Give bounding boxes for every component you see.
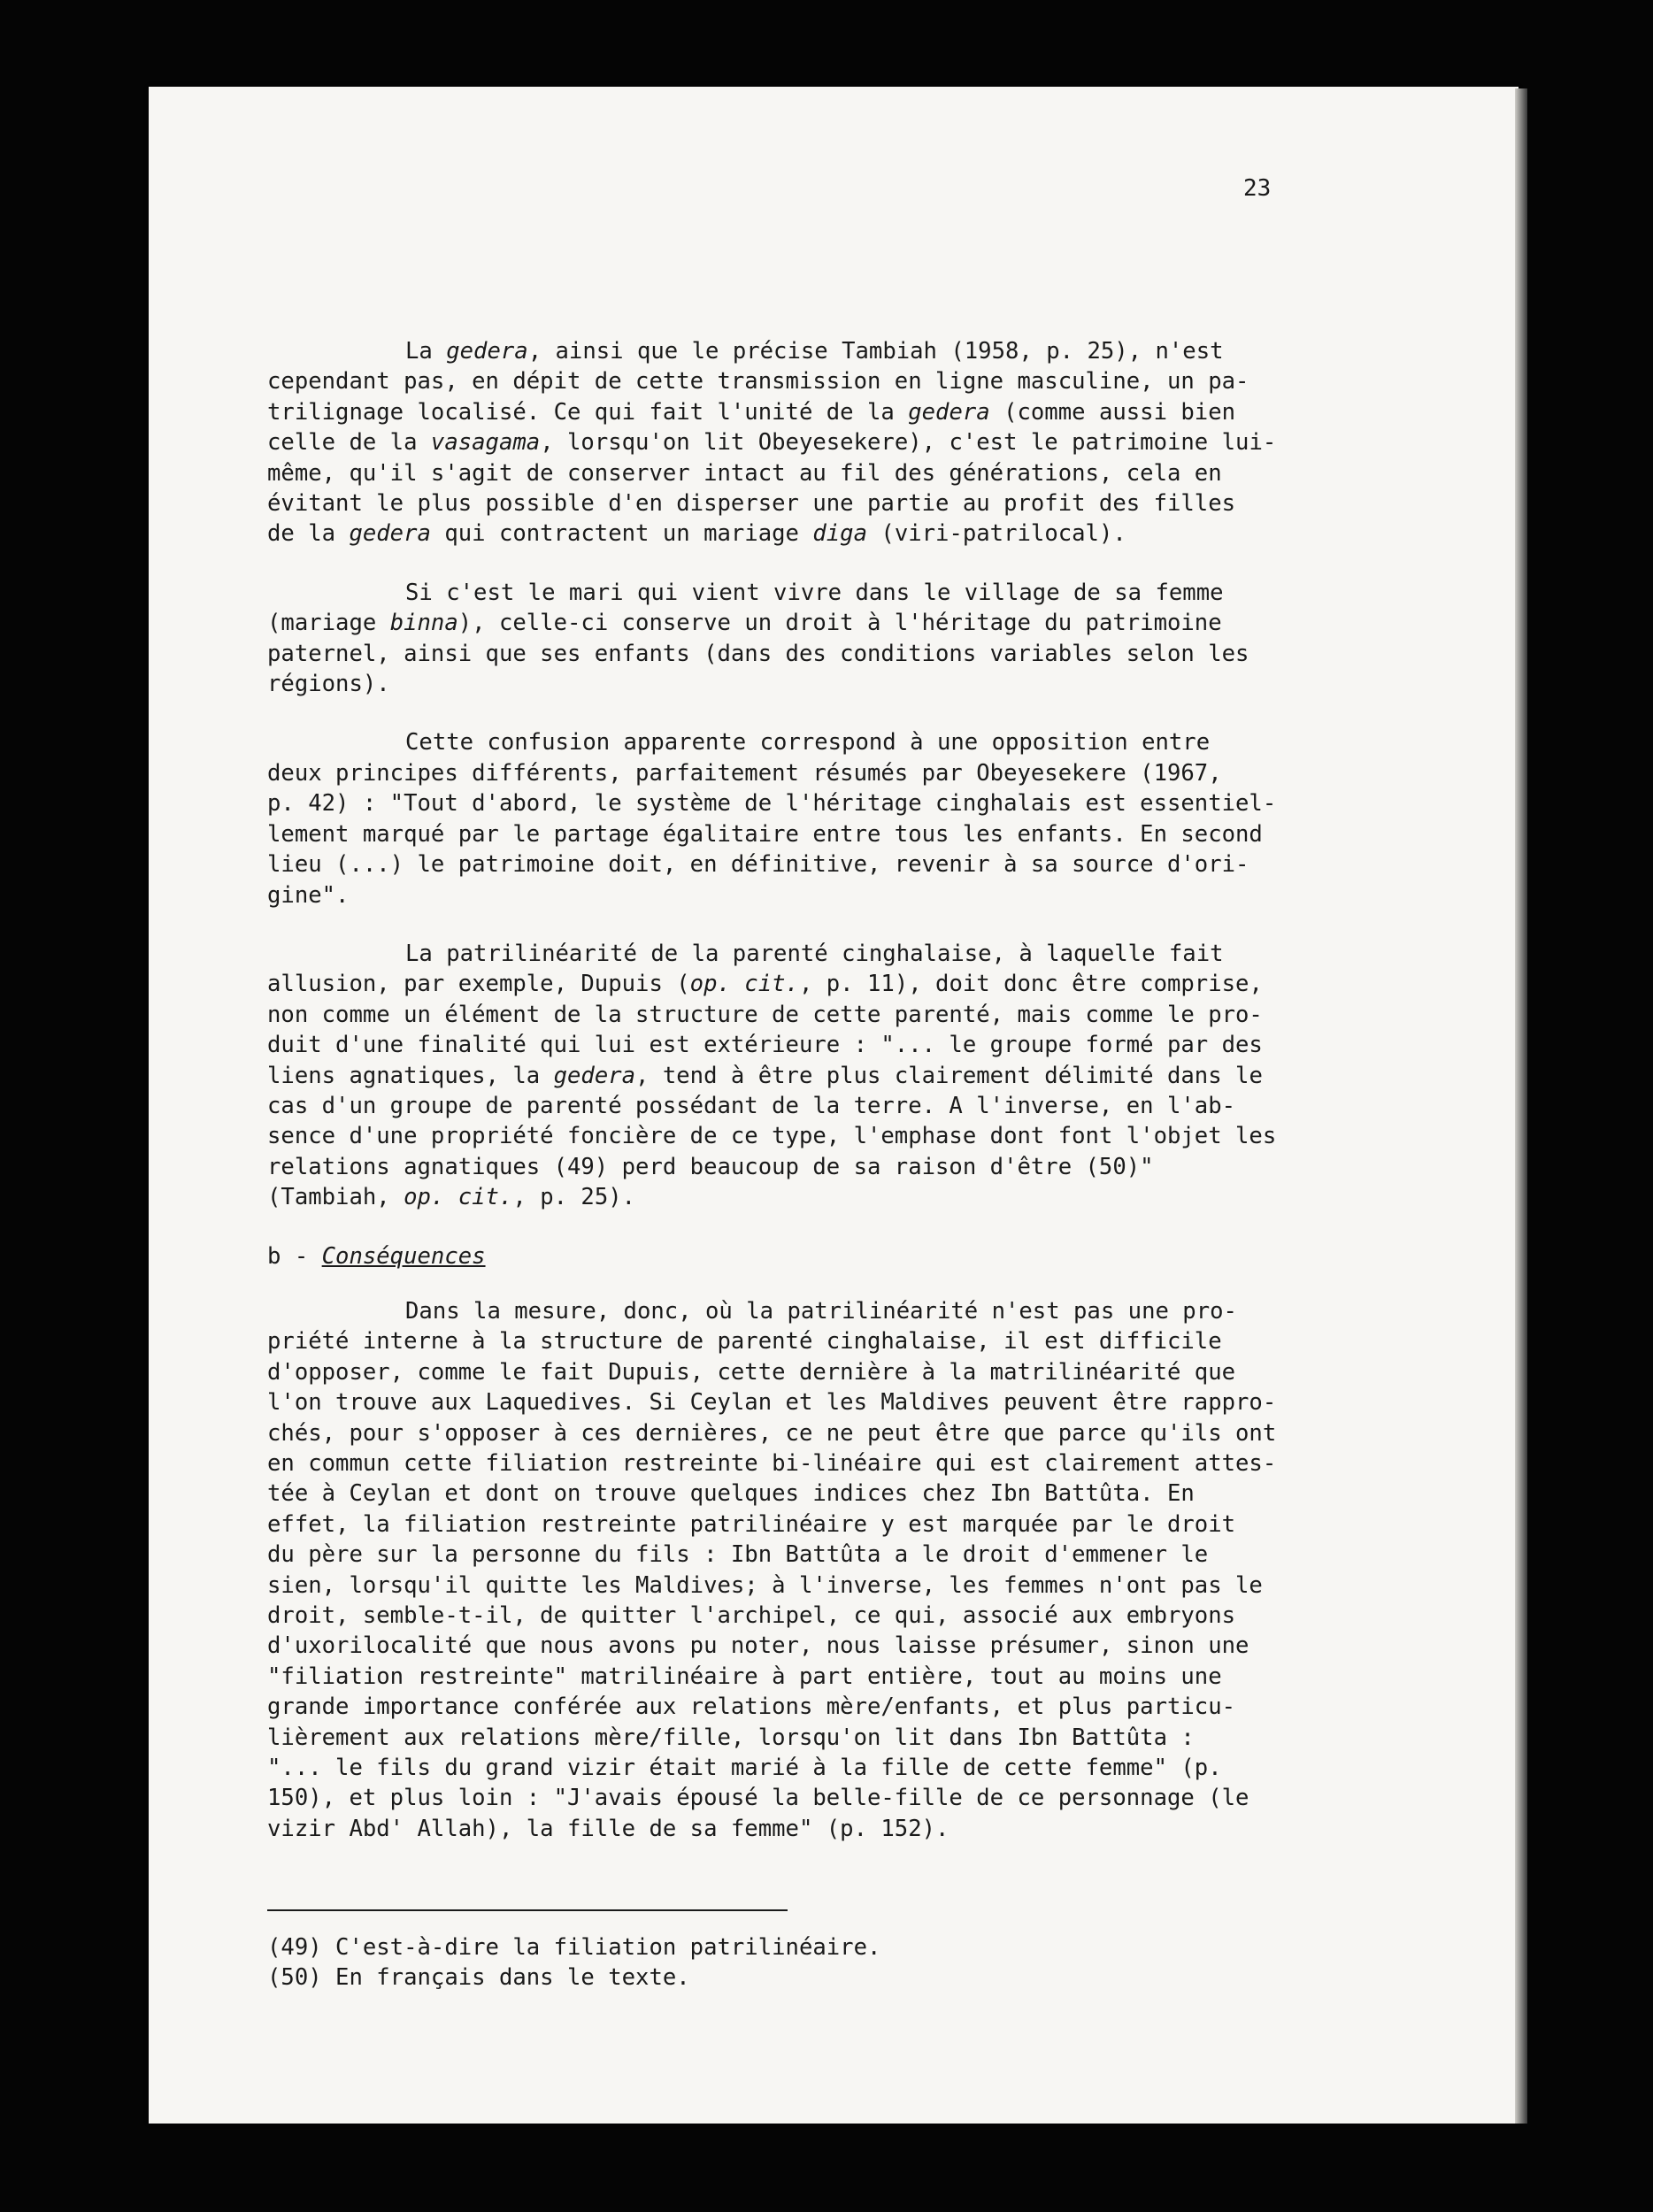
- italic-term: diga: [812, 520, 867, 548]
- paragraph-1: [267, 336, 1311, 549]
- text-line: sence d'une propriété foncière de ce type, l'emphase dont font l'objet les: [267, 1123, 1277, 1150]
- text-line: d'opposer, comme le fait Dupuis, cette dernière à la matrilinéarité que: [267, 1358, 1236, 1386]
- italic-term: gedera: [908, 398, 990, 426]
- text-line: Dans la mesure, donc, où la patrilinéarité n'est pas une pro-: [405, 1297, 1237, 1325]
- text-line: grande importance conférée aux relations mère/enfants, et plus particu-: [267, 1694, 1236, 1721]
- text-line: vizir Abd' Allah), la fille de sa femme" (p. 152).: [267, 1815, 950, 1842]
- page-number: 23: [1243, 175, 1272, 202]
- text-line: en commun cette filiation restreinte bi-linéaire qui est clairement attes-: [267, 1450, 1277, 1477]
- text-line: effet, la filiation restreinte patrilinéaire y est marquée par le droit: [267, 1510, 1236, 1538]
- text-line: deux principes différents, parfaitement résumés par Obeyesekere (1967,: [267, 759, 1222, 787]
- italic-term: vasagama: [430, 429, 541, 457]
- text-line: l'on trouve aux Laquedives. Si Ceylan et les Maldives peuvent être rappro-: [267, 1389, 1277, 1417]
- text-line: tée à Ceylan et dont on trouve quelques indices chez Ibn Battûta. En: [267, 1480, 1195, 1508]
- text-line: p. 42) : "Tout d'abord, le système de l'héritage cinghalais est essentiel-: [267, 790, 1277, 818]
- text-line: Si c'est le mari qui vient vivre dans le village de sa femme: [405, 579, 1224, 606]
- text-line: (Tambiah, op. cit., p. 25).: [267, 1184, 636, 1211]
- text-line: allusion, par exemple, Dupuis (op. cit., p. 11), doit donc être comprise,: [267, 971, 1263, 998]
- text-line: cas d'un groupe de parenté possédant de la terre. A l'inverse, en l'ab-: [267, 1092, 1236, 1119]
- italic-term: op. cit.: [689, 971, 799, 998]
- text-line: celle de la vasagama, lorsqu'on lit Obeyesekere), c'est le patrimoine lui-: [267, 429, 1277, 457]
- text-line: sien, lorsqu'il quitte les Maldives; à l'inverse, les femmes n'ont pas le: [267, 1571, 1263, 1599]
- text-line: cependant pas, en dépit de cette transmission en ligne masculine, un pa-: [267, 368, 1249, 396]
- text-line: non comme un élément de la structure de cette parenté, mais comme le pro-: [267, 1001, 1263, 1028]
- text-line: 150), et plus loin : "J'avais épousé la belle-fille de ce personnage (le: [267, 1785, 1249, 1812]
- footnote-separator: [267, 1909, 788, 1911]
- text-line: trilignage localisé. Ce qui fait l'unité de la gedera (comme aussi bien: [267, 398, 1236, 426]
- text-line: relations agnatiques (49) perd beaucoup de sa raison d'être (50)": [267, 1153, 1154, 1180]
- heading-prefix: b -: [267, 1242, 322, 1270]
- text-line: La patrilinéarité de la parenté cinghalaise, à laquelle fait: [405, 940, 1224, 967]
- text-line: droit, semble-t-il, de quitter l'archipel, ce qui, associé aux embryons: [267, 1602, 1236, 1630]
- text-line: de la gedera qui contractent un mariage diga (viri-patrilocal).: [267, 520, 1126, 548]
- text-line: évitant le plus possible d'en disperser une partie au profit des filles: [267, 490, 1236, 518]
- footnote-50: (50) En français dans le texte.: [267, 1964, 690, 1992]
- text-line: Cette confusion apparente correspond à une opposition entre: [405, 729, 1211, 757]
- italic-term: binna: [389, 610, 458, 637]
- paragraph-3: [267, 727, 1311, 910]
- text-line: gine".: [267, 881, 350, 909]
- main-text: [267, 336, 1311, 1872]
- paragraph-2: [267, 578, 1311, 700]
- text-line: lement marqué par le partage égalitaire entre tous les enfants. En second: [267, 820, 1263, 848]
- text-line: chés, pour s'opposer à ces dernières, ce ne peut être que parce qu'ils ont: [267, 1419, 1277, 1447]
- italic-term: gedera: [349, 520, 431, 548]
- text-line: régions).: [267, 671, 390, 698]
- text-line: duit d'une finalité qui lui est extérieure : "... le groupe formé par des: [267, 1032, 1263, 1059]
- text-line: liens agnatiques, la gedera, tend à être plus clairement délimité dans le: [267, 1062, 1263, 1089]
- text-line: du père sur la personne du fils : Ibn Battûta a le droit d'emmener le: [267, 1541, 1209, 1569]
- paragraph-5: [267, 1296, 1311, 1844]
- text-line: "filiation restreinte" matrilinéaire à part entière, tout au moins une: [267, 1663, 1222, 1690]
- paragraph-4: [267, 939, 1311, 1213]
- text-line: paternel, ainsi que ses enfants (dans des conditions variables selon les: [267, 640, 1249, 667]
- text-line: "... le fils du grand vizir était marié à la fille de cette femme" (p.: [267, 1755, 1222, 1782]
- text-line: lièrement aux relations mère/fille, lorsqu'on lit dans Ibn Battûta :: [267, 1724, 1195, 1751]
- italic-term: gedera: [446, 338, 528, 365]
- text-line: (mariage binna), celle-ci conserve un droit à l'héritage du patrimoine: [267, 610, 1222, 637]
- page-edge-shadow: [1515, 88, 1527, 2124]
- section-heading: [267, 1241, 1311, 1271]
- italic-term: gedera: [553, 1062, 636, 1089]
- text-line: même, qu'il s'agit de conserver intact au fil des générations, cela en: [267, 459, 1222, 487]
- footnote-49: (49) C'est-à-dire la filiation patrilinéaire.: [267, 1934, 881, 1961]
- footnotes: [267, 1932, 1311, 1993]
- text-line: lieu (...) le patrimoine doit, en définitive, revenir à sa source d'ori-: [267, 851, 1249, 879]
- text-line: d'uxorilocalité que nous avons pu noter, nous laisse présumer, sinon une: [267, 1632, 1249, 1660]
- heading-title: Conséquences: [321, 1242, 486, 1270]
- italic-term: op. cit.: [404, 1184, 513, 1211]
- text-line: priété interne à la structure de parenté cinghalaise, il est difficile: [267, 1328, 1222, 1356]
- text-line: La gedera, ainsi que le précise Tambiah (1958, p. 25), n'est: [405, 338, 1224, 365]
